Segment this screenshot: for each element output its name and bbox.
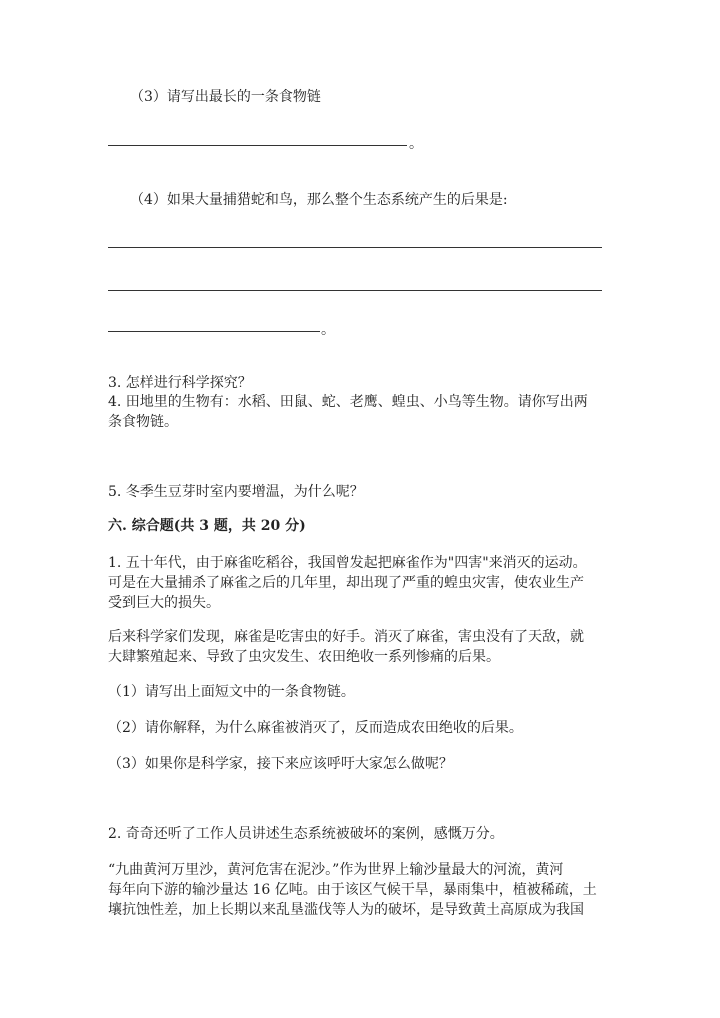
answer-line[interactable]: [108, 145, 407, 146]
composite-question-2-intro: 2. 奇奇还听了工作人员讲述生态系统被破坏的案例，感慨万分。: [108, 826, 504, 842]
question-3-subquestion-4: （4）如果大量捕猎蛇和鸟，那么整个生态系统产生的后果是:: [130, 192, 508, 208]
text-line: 1. 五十年代，由于麻雀吃稻谷，我国曾发起把麻雀作为"四害"来消灭的运动。: [108, 555, 587, 571]
question-5: 5. 冬季生豆芽时室内要增温，为什么呢？: [108, 484, 364, 500]
composite-question-1-para-1: [108, 553, 587, 613]
text-line: “九曲黄河万里沙，黄河危害在泥沙。”作为世界上输沙量最大的河流，黄河: [108, 862, 564, 878]
composite-question-1-sub-3: （3）如果你是科学家，接下来应该呼吁大家怎么做呢？: [108, 756, 453, 772]
text-line: 4. 田地里的生物有：水稻、田鼠、蛇、老鹰、蝗虫、小鸟等生物。请你写出两: [108, 394, 588, 410]
text-line: 大肆繁殖起来、导致了虫灾发生、农田绝收一系列惨痛的后果。: [108, 649, 500, 665]
composite-question-2-para: [108, 860, 597, 920]
answer-line[interactable]: [108, 247, 602, 248]
answer-line[interactable]: [108, 331, 320, 332]
text-line: 壤抗蚀性差，加上长期以来乱垦滥伐等人为的破坏，是导致黄土高原成为我国: [108, 902, 584, 918]
question-4: [108, 392, 588, 432]
answer-line[interactable]: [108, 290, 602, 291]
period: 。: [409, 136, 423, 152]
text-line: 受到巨大的损失。: [108, 595, 220, 611]
text-line: 每年向下游的输沙量达 16 亿吨。由于该区气候干旱，暴雨集中，植被稀疏，土: [108, 882, 597, 898]
text-line: 可是在大量捕杀了麻雀之后的几年里，却出现了严重的蝗虫灾害，使农业生产: [108, 575, 584, 591]
period: 。: [321, 322, 335, 338]
composite-question-1-para-2: [108, 627, 584, 667]
text-line: 后来科学家们发现，麻雀是吃害虫的好手。消灭了麻雀，害虫没有了天敌，就: [108, 629, 584, 645]
section-heading: 六. 综合题(共 3 题，共 20 分): [108, 518, 306, 534]
composite-question-1-sub-2: （2）请你解释，为什么麻雀被消灭了，反而造成农田绝收的后果。: [108, 720, 523, 736]
composite-question-1-sub-1: （1）请写出上面短文中的一条食物链。: [108, 684, 355, 700]
question-3: 3. 怎样进行科学探究？: [108, 375, 252, 391]
question-3-subquestion-3: （3）请写出最长的一条食物链: [130, 89, 321, 105]
text-line: 条食物链。: [108, 414, 178, 430]
